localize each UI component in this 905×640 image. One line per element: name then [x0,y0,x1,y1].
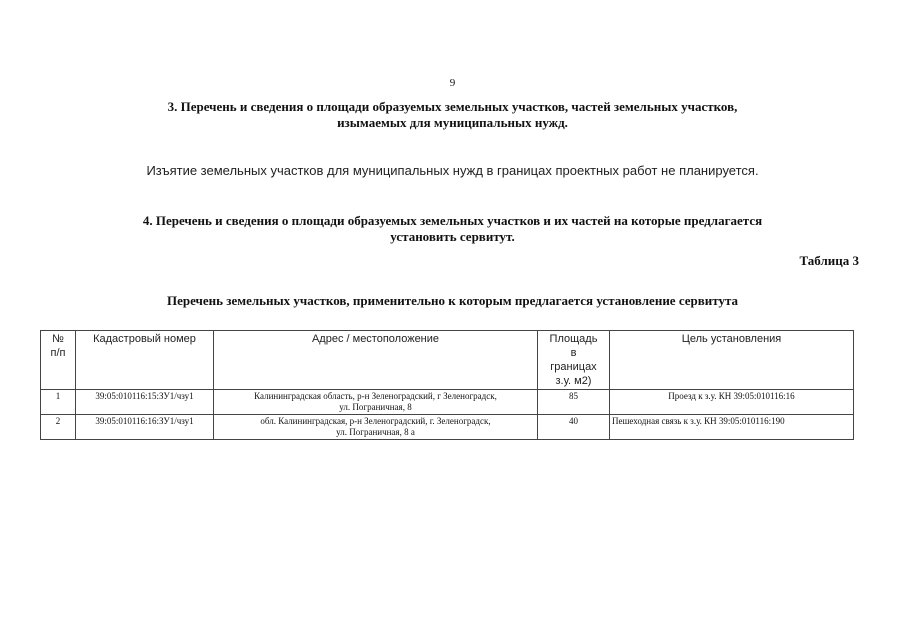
cell-address [214,415,538,440]
section-4-heading-line-2: установить сервитут. [390,229,515,244]
header-area [538,331,610,390]
header-cadastral: Кадастровый номер [76,331,214,390]
cell-area: 85 [538,390,610,415]
table-label: Таблица 3 [799,253,859,268]
table-header-row [41,331,854,390]
header-area-line-4: з.у. м2) [555,375,592,387]
cell-address-line-1: Калининградская область, р-н Зеленоградский, г Зеленоградск, [254,391,497,401]
cell-area: 40 [538,415,610,440]
section-3-heading-line-1: 3. Перечень и сведения о площади образуемых земельных участков, частей земельных участков, [167,99,738,114]
cell-address [214,390,538,415]
cell-purpose: Проезд к з.у. КН 39:05:010116:16 [610,390,854,415]
cell-cadastral: 39:05:010116:16:ЗУ1/чзу1 [76,415,214,440]
section-3-text: Изъятие земельных участков для муниципальных нужд в границах проектных работ не планируется. [146,163,759,178]
header-area-line-3: границах [550,361,597,373]
cell-purpose: Пешеходная связь к з.у. КН 39:05:010116:190 [610,415,854,440]
page-number: 9 [449,77,456,89]
header-num-line-1: № [52,333,64,345]
header-area-line-1: Площадь [549,333,598,345]
header-address: Адрес / местоположение [214,331,538,390]
cell-address-line-2: ул. Пограничная, 8 а [336,427,415,437]
easement-table [40,330,854,440]
table-title: Перечень земельных участков, применительно к которым предлагается установление сервитута [166,293,739,308]
cell-address-line-2: ул. Пограничная, 8 [339,402,412,412]
header-area-line-2: в [570,347,577,359]
table-row [41,415,854,440]
table-row [41,390,854,415]
header-num-line-2: п/п [50,347,66,359]
header-purpose: Цель установления [610,331,854,390]
section-3-heading-line-2: изымаемых для муниципальных нужд. [337,115,568,130]
header-num [41,331,76,390]
cell-num: 2 [41,415,76,440]
cell-num: 1 [41,390,76,415]
cell-address-line-1: обл. Калининградская, р-н Зеленоградский, г. Зеленоградск, [260,416,491,426]
cell-cadastral: 39:05:010116:15:ЗУ1/чзу1 [76,390,214,415]
section-3-heading [60,99,845,131]
section-4-heading [60,213,845,245]
section-4-heading-line-1: 4. Перечень и сведения о площади образуемых земельных участков и их частей на которые предлагается [142,213,763,228]
